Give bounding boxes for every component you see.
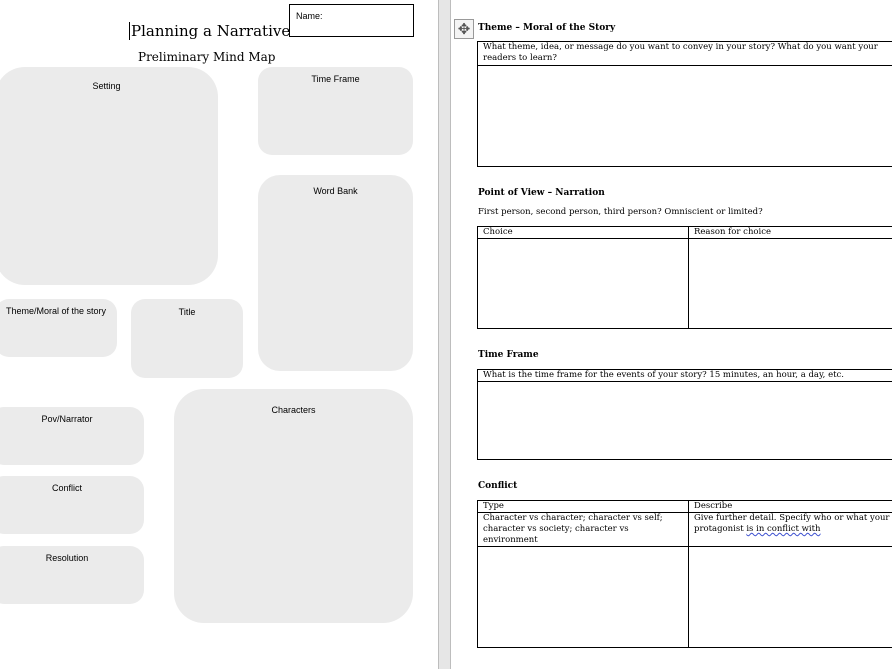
page-gap xyxy=(438,0,451,669)
document-subtitle[interactable]: Preliminary Mind Map xyxy=(138,50,276,64)
theme-heading: Theme – Moral of the Story xyxy=(478,23,616,33)
conflict-describe-cell[interactable] xyxy=(689,547,892,648)
theme-table xyxy=(477,41,892,167)
bubble-characters[interactable] xyxy=(174,389,413,623)
bubble-pov[interactable] xyxy=(0,407,144,465)
bubble-label: Pov/Narrator xyxy=(41,414,93,424)
conflict-heading: Conflict xyxy=(478,481,518,491)
conflict-type-hint: Character vs character; character vs self; character vs society; character vs environment xyxy=(478,513,689,547)
conflict-col-describe: Describe xyxy=(689,501,892,513)
mind-map-page xyxy=(0,0,438,669)
theme-answer-cell[interactable] xyxy=(478,66,892,167)
bubble-label: Resolution xyxy=(45,553,89,563)
pov-col-choice: Choice xyxy=(478,227,689,239)
bubble-label: Word Bank xyxy=(313,186,358,196)
name-label: Name: xyxy=(296,11,323,21)
bubble-title[interactable] xyxy=(131,299,243,378)
conflict-table xyxy=(477,500,892,648)
time-frame-prompt: What is the time frame for the events of your story? 15 minutes, an hour, a day, etc. xyxy=(478,370,892,382)
bubble-time-frame[interactable] xyxy=(258,67,413,155)
hint-text: Give further detail. Specify who or what your protagonist xyxy=(694,513,890,534)
planning-page xyxy=(451,0,892,669)
theme-prompt: What theme, idea, or message do you want to convey in your story? What do you want your readers to learn? xyxy=(478,42,892,66)
bubble-label: Setting xyxy=(92,81,121,91)
pov-heading: Point of View – Narration xyxy=(478,188,605,198)
time-frame-heading: Time Frame xyxy=(478,350,539,360)
pov-reason-cell[interactable] xyxy=(689,239,892,329)
bubble-label: Title xyxy=(178,307,196,317)
bubble-theme[interactable] xyxy=(0,299,117,357)
pov-table xyxy=(477,226,892,329)
bubble-resolution[interactable] xyxy=(0,546,144,604)
pov-prompt: First person, second person, third person? Omniscient or limited? xyxy=(478,207,763,217)
bubble-label: Characters xyxy=(271,405,316,415)
time-frame-table xyxy=(477,369,892,460)
bubble-label: Conflict xyxy=(51,483,82,493)
bubble-word-bank[interactable] xyxy=(258,175,413,371)
bubble-label: Theme/Moral of the story xyxy=(5,306,107,316)
conflict-col-type: Type xyxy=(478,501,689,513)
document-title[interactable]: Planning a Narrative xyxy=(131,22,291,40)
conflict-type-cell[interactable] xyxy=(478,547,689,648)
move-arrows-icon[interactable]: ✥ xyxy=(454,19,474,39)
grammar-flagged-text[interactable]: is in conflict with xyxy=(746,524,821,534)
time-frame-answer-cell[interactable] xyxy=(478,382,892,460)
pov-col-reason: Reason for choice xyxy=(689,227,892,239)
bubble-conflict[interactable] xyxy=(0,476,144,534)
name-box[interactable] xyxy=(289,4,414,37)
conflict-describe-hint xyxy=(689,513,892,547)
pov-choice-cell[interactable] xyxy=(478,239,689,329)
bubble-label: Time Frame xyxy=(311,74,360,84)
bubble-setting[interactable] xyxy=(0,67,218,285)
